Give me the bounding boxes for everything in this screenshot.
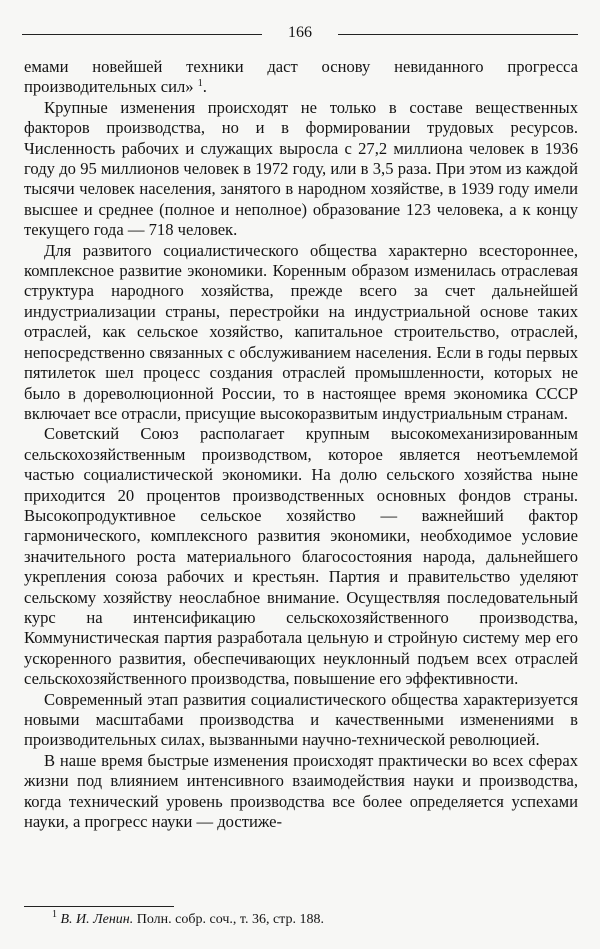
paragraph-economy-structure: Для развитого социалистического общества характерно всестороннее, комплексное развитие экономики. Коренным образом изменилась отраслевая структура народного хозяйства, прежде всего за счет дальнейшей индустриализации страны, перестройки на индустриальной основе таких отраслей, как сельское хозяйство, капитальное строительство, отраслей, непосредственно связанных с обслуживанием населения. Если в годы первых пятилеток шел процесс создания отраслей промышленности, которых не было в дореволюционной России, то в настоящее время экономика СССР включает все отрасли, присущие высокоразвитым индустриальным странам. — [24, 240, 578, 423]
footnote — [52, 911, 572, 929]
paragraph-continuation — [24, 57, 578, 98]
main-text — [24, 57, 578, 832]
paragraph-current-stage: Современный этап развития социалистического общества характеризуется новыми масштабами производства и качественными изменениями в производительных силах, вызванными научно-технической революцией. — [24, 689, 578, 750]
paragraph-labor-resources: Крупные изменения происходят не только в составе вещественных факторов производства, но и в формировании трудовых ресурсов. Численность рабочих и служащих выросла с 27,2 миллиона человек в 1936 году до 95 миллионов человек в 1972 году, или в 3,5 раза. При этом из каждой тысячи человек населения, занятого в народном хозяйстве, в 1939 году имели высшее и среднее (полное и неполное) образование 123 человека, а к концу текущего года — 718 человек. — [24, 97, 578, 240]
footnote-divider — [24, 906, 174, 907]
footnote-mark: 1 — [52, 909, 57, 920]
paragraph-science-production: В наше время быстрые изменения происходят практически во всех сферах жизни под влиянием интенсивного взаимодействия науки и производства, когда технический уровень производства все более определяется успехами науки, а прогресс науки — достиже- — [24, 750, 578, 832]
page-header — [22, 20, 578, 46]
paragraph-agriculture: Советский Союз располагает крупным высокомеханизированным сельскохозяйственным производством, которое является неотъемлемой частью социалистической экономики. На долю сельского хозяйства ныне приходится 20 процентов производственных основных фондов страны. Высокопродуктивное сельское хозяйство — важнейший фактор гармонического, комплексного развития экономики, необходимое условие значительного роста материального благосостояния народа, дальнейшего укрепления союза рабочих и крестьян. Партия и правительство уделяют сельскому хозяйству неослабное внимание. Осуществляя последовательный курс на интенсификацию сельскохозяйственного производства, Коммунистическая партия разработала цельную и стройную систему мер его ускоренного развития, обеспечивающих неуклонный подъем всех отраслей сельскохозяйственного производства, повышение его эффективности. — [24, 424, 578, 689]
paragraph-text: емами новейшей техники даст основу невиданного прогресса производительных сил» — [24, 57, 578, 97]
paragraph-tail: . — [202, 77, 207, 97]
header-rule-right — [338, 34, 578, 35]
footnote-author: В. И. Ленин. — [60, 912, 134, 927]
footnote-citation: Полн. собр. соч., т. 36, стр. 188. — [136, 912, 324, 927]
footnote-reference: 1 — [197, 78, 203, 90]
page-number: 166 — [288, 24, 312, 41]
